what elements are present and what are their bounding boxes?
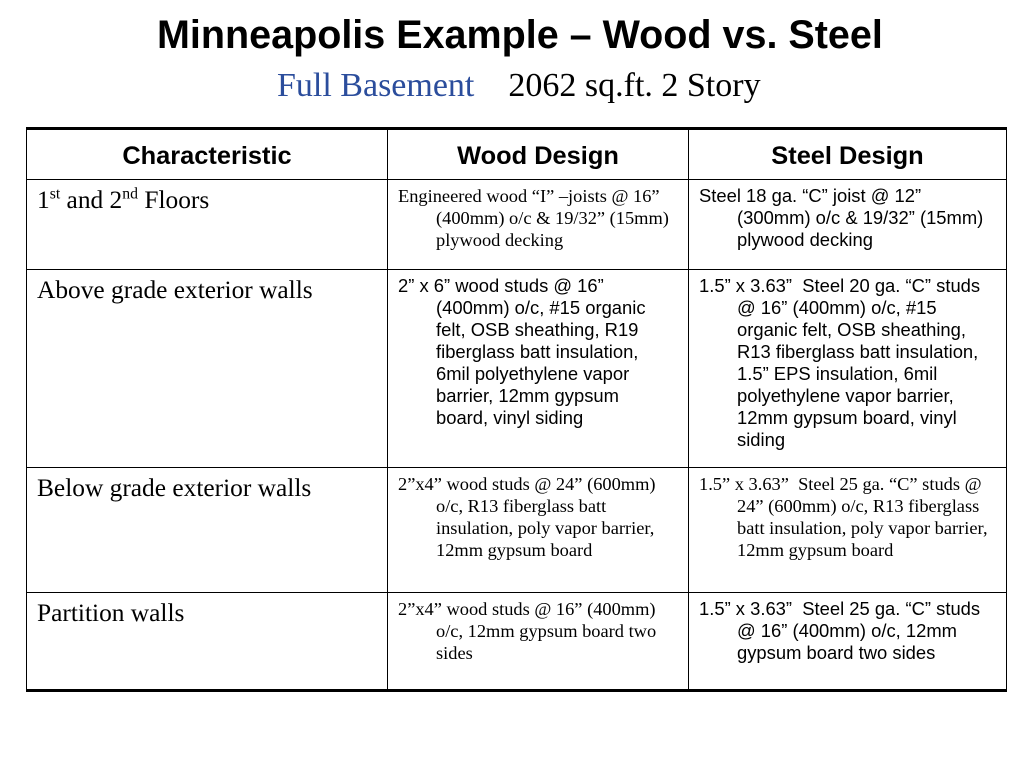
- wood-design-line: 2” x 6” wood studs @ 16”: [398, 275, 604, 296]
- steel-design-line: @ 16” (400mm) o/c, 12mm: [737, 620, 957, 641]
- wood-design-line: (400mm) o/c, #15 organic: [436, 297, 646, 318]
- steel-design-line: 1.5” x 3.63” Steel 25 ga. “C” studs @: [699, 474, 982, 494]
- steel-design-line: 24” (600mm) o/c, R13 fiberglass: [737, 496, 980, 516]
- steel-design-line: (300mm) o/c & 19/32” (15mm): [737, 207, 984, 228]
- wood-design-cell: [388, 270, 689, 468]
- steel-design-line: 1.5” x 3.63” Steel 20 ga. “C” studs: [699, 275, 981, 296]
- header-wood-design: Wood Design: [388, 130, 689, 180]
- wood-design-line: o/c, R13 fiberglass batt: [436, 496, 607, 516]
- steel-design-line: 1.5” x 3.63” Steel 25 ga. “C” studs: [699, 598, 981, 619]
- superscript-text: st: [49, 185, 61, 203]
- steel-design-line: polyethylene vapor barrier,: [737, 385, 954, 406]
- wood-design-line: 12mm gypsum board: [436, 540, 593, 560]
- characteristic-text: and 2: [60, 186, 123, 214]
- wood-design-cell: [388, 593, 689, 689]
- wood-design-line: board, vinyl siding: [436, 407, 584, 428]
- characteristic-cell: [27, 180, 388, 270]
- wood-design-line: 2”x4” wood studs @ 24” (600mm): [398, 474, 656, 494]
- steel-design-cell: [689, 180, 1006, 270]
- wood-design-line: felt, OSB sheathing, R19: [436, 319, 639, 340]
- characteristic-text: Below grade exterior walls: [37, 474, 312, 502]
- steel-design-cell: [689, 593, 1006, 689]
- wood-design-line: fiberglass batt insulation,: [436, 341, 639, 362]
- wood-design-cell: [388, 468, 689, 593]
- characteristic-cell: [27, 468, 388, 593]
- subtitle-house-details: 2062 sq.ft. 2 Story: [508, 67, 761, 104]
- header-steel-design: Steel Design: [689, 130, 1006, 180]
- slide-title: Minneapolis Example – Wood vs. Steel: [157, 13, 883, 57]
- steel-design-line: 12mm gypsum board, vinyl: [737, 407, 957, 428]
- wood-design-cell: [388, 180, 689, 270]
- characteristic-text: Floors: [138, 186, 210, 214]
- steel-design-line: batt insulation, poly vapor barrier,: [737, 518, 988, 538]
- wood-design-line: sides: [436, 643, 473, 663]
- wood-design-line: Engineered wood “I” –joists @ 16”: [398, 186, 660, 206]
- wood-design-line: barrier, 12mm gypsum: [436, 385, 619, 406]
- wood-design-line: o/c, 12mm gypsum board two: [436, 621, 657, 641]
- steel-design-line: 1.5” EPS insulation, 6mil: [737, 363, 938, 384]
- characteristic-text: 1: [37, 186, 50, 214]
- steel-design-line: @ 16” (400mm) o/c, #15: [737, 297, 937, 318]
- steel-design-line: siding: [737, 429, 786, 450]
- characteristic-text: Partition walls: [37, 599, 185, 627]
- steel-design-cell: [689, 270, 1006, 468]
- steel-design-line: Steel 18 ga. “C” joist @ 12”: [699, 185, 922, 206]
- steel-design-line: R13 fiberglass batt insulation,: [737, 341, 979, 362]
- wood-design-line: insulation, poly vapor barrier,: [436, 518, 655, 538]
- slide-subtitle: [277, 69, 761, 103]
- steel-design-line: plywood decking: [737, 229, 873, 250]
- characteristic-text: Above grade exterior walls: [37, 276, 313, 304]
- steel-design-line: 12mm gypsum board: [737, 540, 894, 560]
- header-characteristic: Characteristic: [27, 130, 388, 180]
- steel-design-line: organic felt, OSB sheathing,: [737, 319, 966, 340]
- subtitle-basement-type: Full Basement: [277, 67, 475, 104]
- steel-design-cell: [689, 468, 1006, 593]
- wood-design-line: 6mil polyethylene vapor: [436, 363, 630, 384]
- wood-design-line: 2”x4” wood studs @ 16” (400mm): [398, 599, 656, 619]
- characteristic-cell: [27, 270, 388, 468]
- steel-design-line: gypsum board two sides: [737, 642, 936, 663]
- superscript-text: nd: [122, 185, 138, 203]
- characteristic-cell: [27, 593, 388, 689]
- wood-design-line: plywood decking: [436, 230, 564, 250]
- wood-design-line: (400mm) o/c & 19/32” (15mm): [436, 208, 669, 228]
- comparison-table: [26, 127, 1007, 692]
